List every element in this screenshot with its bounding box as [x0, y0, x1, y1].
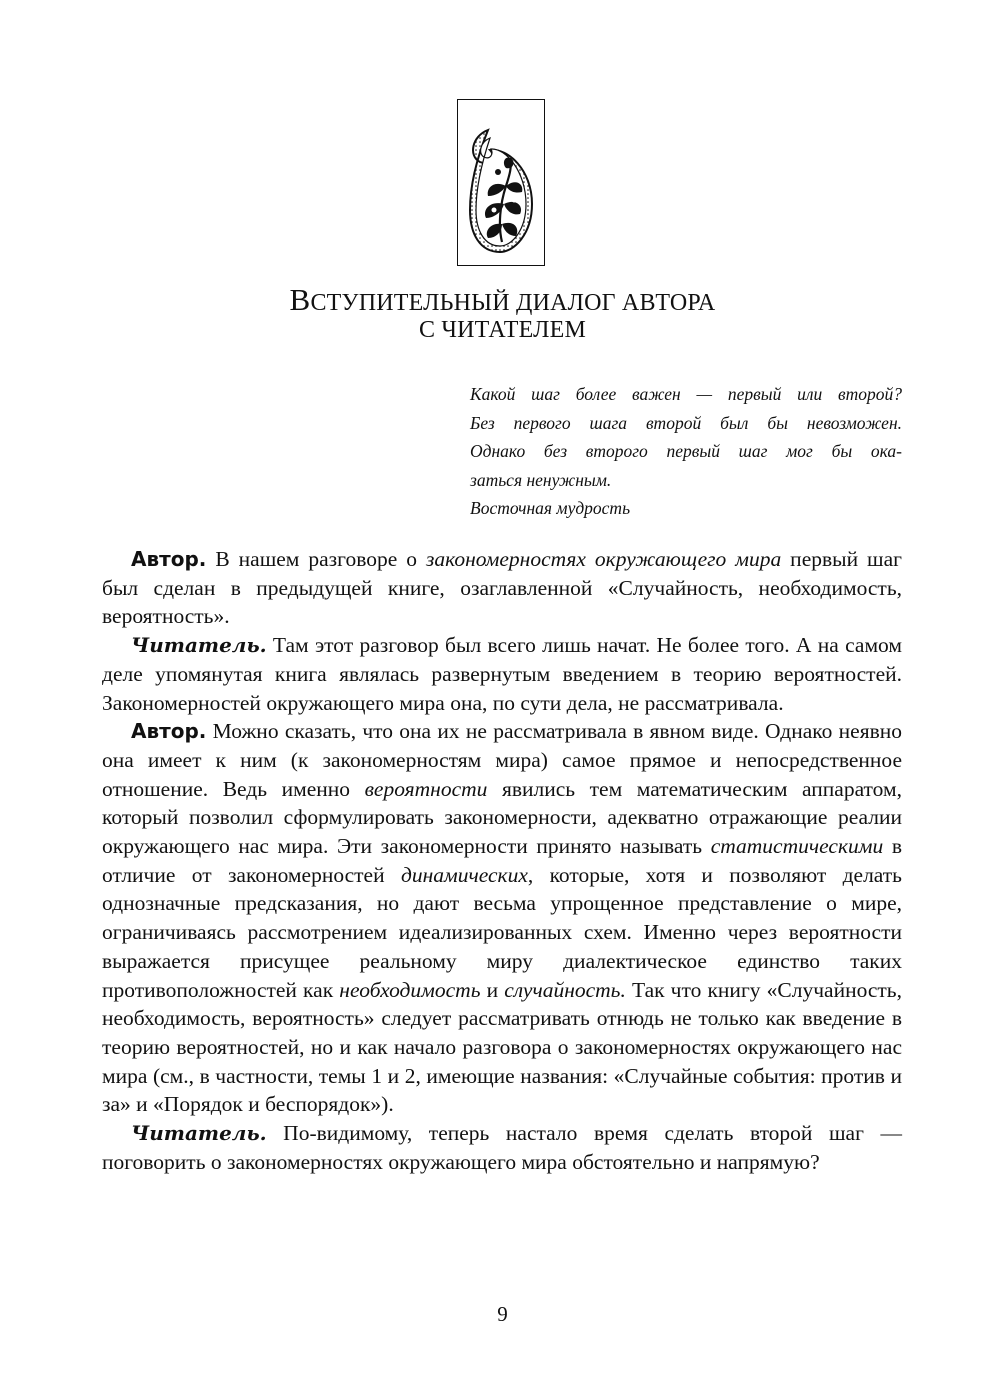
paragraph-text: в отличие от закономерностей: [102, 834, 902, 887]
emphasis-text: динамических: [400, 862, 528, 887]
emphasis-text: необходимость: [339, 977, 481, 1002]
emphasis-text: случайность.: [504, 977, 626, 1002]
epigraph-line: заться ненужным.: [470, 469, 612, 490]
dialogue-paragraph: [102, 717, 902, 1119]
paragraph-text: явились тем математическим аппаратом, который позволил сформулировать закономерности, адекватно отражающие реалии окружающего нас мира. Эти закономерности принято называть: [102, 776, 902, 859]
chapter-title-rest: СТУПИТЕЛЬНЫЙ ДИАЛОГ АВТОРА: [310, 290, 716, 316]
emphasis-text: статистическими: [710, 834, 884, 859]
paragraph-text: В нашем разговоре о: [206, 547, 426, 571]
paragraph-text: Так что книгу «Случайность, необходимость, вероятность» следует рассматривать отнюдь не только как введение в теорию вероятностей, но и как начало разговора о закономерностях окружающего нас мира (см., в частности, темы 1 и 2, имеющие названия: «Случайные события: против и за» и «Порядок и беспорядок»).: [102, 977, 902, 1117]
chapter-title-initial: В: [289, 282, 311, 317]
paragraph-text: и: [480, 977, 505, 1002]
dialogue-paragraph: [102, 631, 902, 717]
epigraph-line: Без первого шага второй был бы невозможен.: [470, 412, 902, 433]
page-number: 9: [497, 1302, 508, 1326]
paragraph-text: первый шаг был сделан в предыдущей книге, озаглавленной «Случайность, необходимость, вероятность».: [102, 547, 902, 629]
speaker-author-label: Автор.: [131, 719, 207, 744]
emphasis-text: закономерностях окружающего мира: [425, 547, 782, 571]
main-text: [102, 545, 902, 1176]
paisley-floral-ornament-icon: [458, 100, 546, 267]
speaker-reader-label: Читатель.: [131, 633, 267, 658]
paragraph-text: Можно сказать, что она их не рассматривала в явном виде. Однако неявно она имеет к ним (к закономерностям мира) самое прямое и непосредственное отношение. Ведь именно: [102, 719, 902, 801]
ornament-frame: [457, 99, 545, 266]
chapter-title-line-1: [0, 282, 1005, 318]
epigraph-source: Восточная мудрость: [470, 498, 631, 518]
dialogue-paragraph: [102, 545, 902, 631]
paragraph-text: По-видимому, теперь настало время сделать второй шаг — поговорить о закономерностях окружающего мира обстоятельно и напрямую?: [102, 1121, 902, 1174]
epigraph-line: Какой шаг более важен — первый или второй?: [470, 384, 902, 404]
epigraph-line: Однако без второго первый шаг мог бы ока-: [470, 441, 902, 461]
dialogue-paragraph: [102, 1119, 902, 1176]
chapter-title-line-2: С ЧИТАТЕЛЕМ: [418, 317, 587, 343]
emphasis-text: вероятности: [364, 776, 488, 801]
speaker-reader-label: Читатель.: [131, 1121, 267, 1146]
paragraph-text: Там этот разговор был всего лишь начат. Не более того. А на самом деле упомянутая книга являлась развернутым введением в теорию вероятностей. Закономерностей окружающего мира она, по сути дела, не рассматривала.: [102, 633, 902, 715]
speaker-author-label: Автор.: [131, 547, 207, 571]
epigraph: [470, 380, 902, 523]
paragraph-text: , которые, хотя и позволяют делать однозначные предсказания, но дают весьма упрощенное представление о мире, ограничиваясь рассмотрением идеализированных схем. Именно через вероятности выражается присущее реальному миру диалектическое единство таких противоположностей как: [102, 862, 902, 1002]
